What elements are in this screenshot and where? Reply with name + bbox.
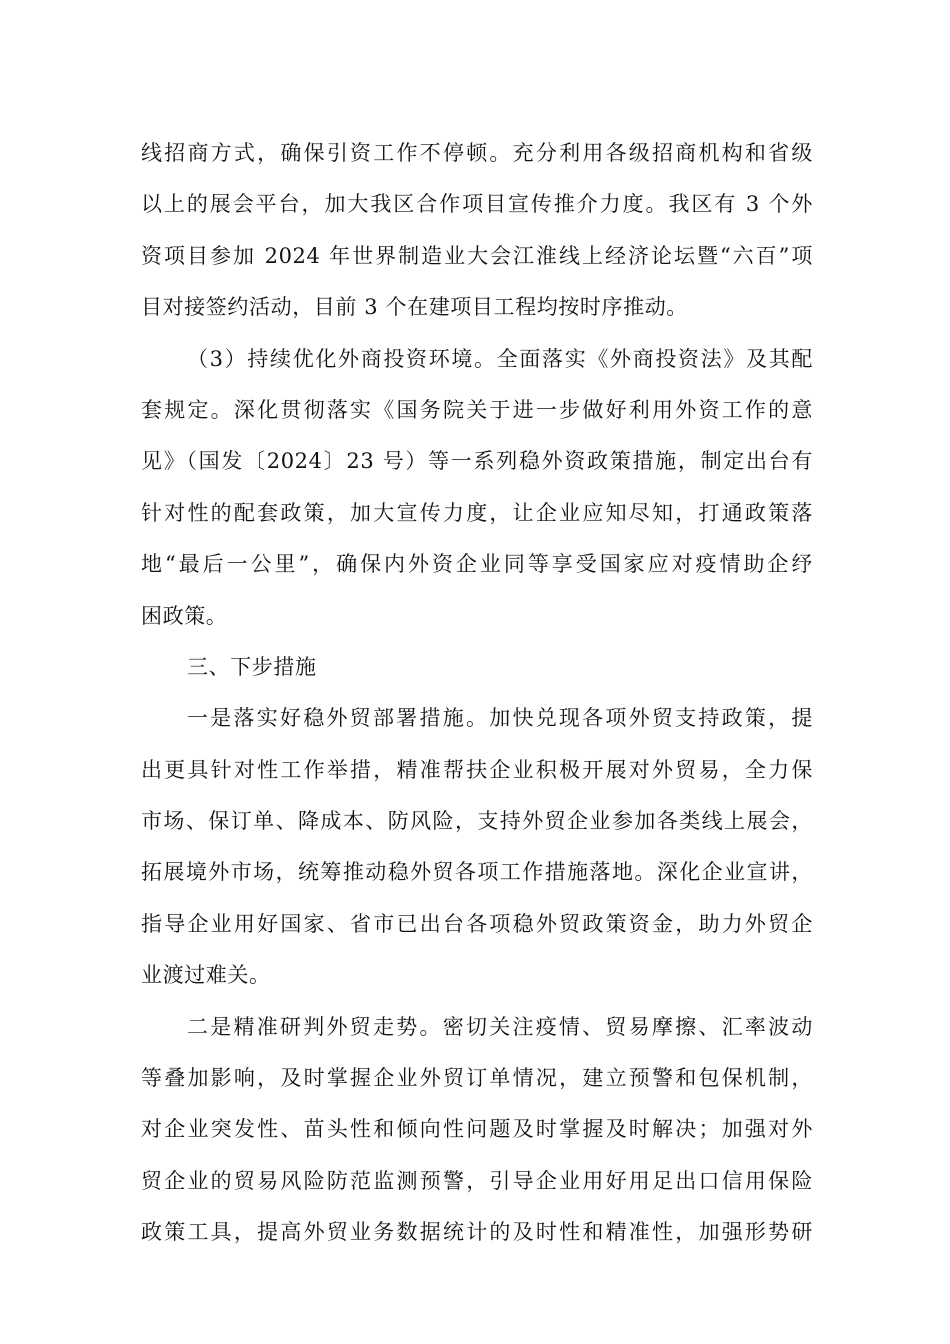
text-line: 出更具针对性工作举措，精准帮扶企业积极开展对外贸易，全力保 [141,757,813,782]
document-body [141,128,813,1259]
text-line: 贸企业的贸易风险防范监测预警，引导企业用好用足出口信用保险 [141,1168,813,1193]
text-line: 对企业突发性、苗头性和倾向性问题及时掌握及时解决；加强对外 [141,1117,813,1142]
text-line: 等叠加影响，及时掌握企业外贸订单情况，建立预警和包保机制， [141,1066,813,1091]
text-line: 拓展境外市场，统筹推动稳外贸各项工作措施落地。深化企业宣讲， [141,860,813,885]
paragraph-first-line: （3）持续优化外商投资环境。全面落实《外商投资法》及其配 [187,346,813,371]
section-heading: 三、下步措施 [187,654,317,679]
text-line: 套规定。深化贯彻落实《国务院关于进一步做好利用外资工作的意 [141,397,813,422]
text-line: 线招商方式，确保引资工作不停顿。充分利用各级招商机构和省级 [141,141,813,165]
text-line: 市场、保订单、降成本、防风险，支持外贸企业参加各类线上展会， [141,809,813,834]
text-line: 业渡过难关。 [141,963,271,988]
text-line: 目对接签约活动，目前 3 个在建项目工程均按时序推动。 [141,295,688,320]
text-line: 指导企业用好国家、省市已出台各项稳外贸政策资金，助力外贸企 [141,911,813,936]
text-line: 困政策。 [141,603,228,628]
text-line: 针对性的配套政策，加大宣传力度，让企业应知尽知，打通政策落 [141,500,813,525]
text-line: 以上的展会平台，加大我区合作项目宣传推介力度。我区有 3 个外 [141,192,813,217]
paragraph-first-line: 二是精准研判外贸走势。密切关注疫情、贸易摩擦、汇率波动 [187,1014,813,1039]
text-line: 见》（国发〔2024〕23 号）等一系列稳外资政策措施，制定出台有 [141,449,813,474]
text-line: 地“最后一公里”，确保内外资企业同等享受国家应对疫情助企纾 [141,552,813,577]
text-line: 政策工具，提高外贸业务数据统计的及时性和精准性，加强形势研 [141,1220,813,1245]
paragraph-first-line: 一是落实好稳外贸部署措施。加快兑现各项外贸支持政策，提 [187,706,813,731]
text-line: 资项目参加 2024 年世界制造业大会江淮线上经济论坛暨“六百”项 [141,243,813,268]
